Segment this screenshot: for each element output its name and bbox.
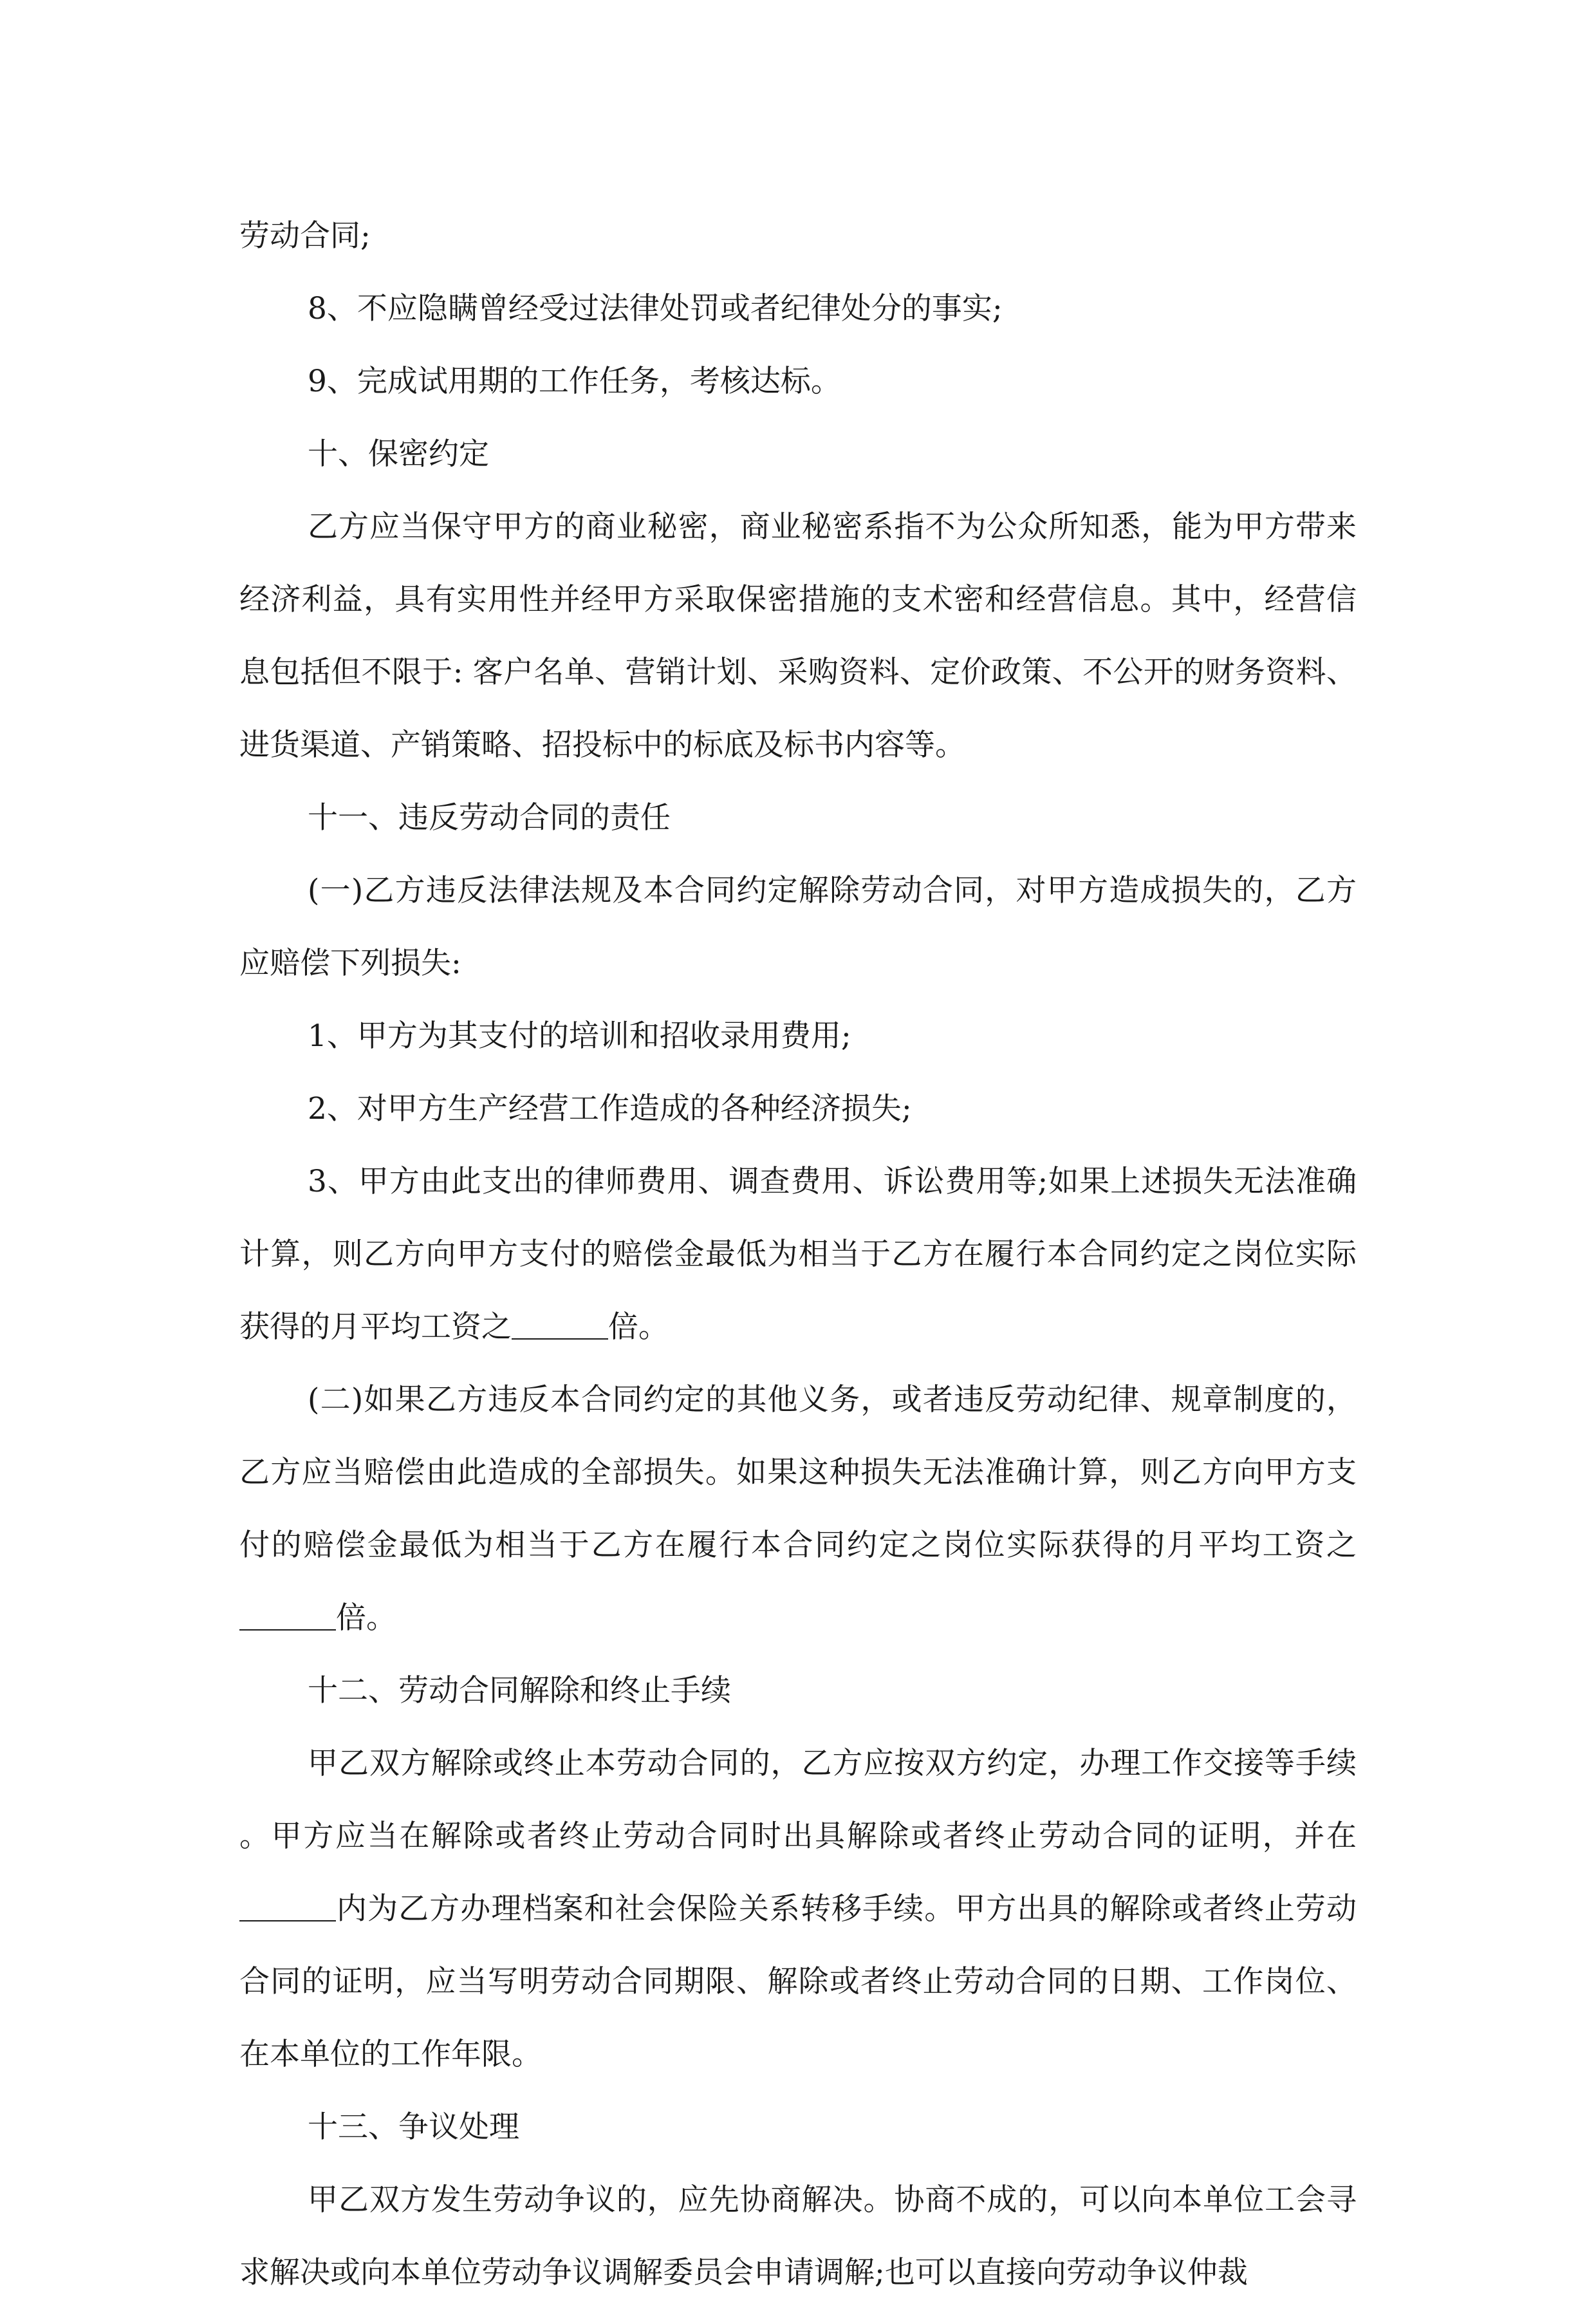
section-heading-11: 十一、违反劳动合同的责任 (308, 800, 671, 836)
liability-item-2: 2、对甲方生产经营工作造成的各种经济损失; (308, 1091, 912, 1126)
termination-paragraph (239, 1727, 1357, 2091)
document-body (239, 200, 1357, 2309)
liability-paragraph-1: (一)乙方违反法律法规及本合同约定解除劳动合同，对甲方造成损失的，乙方应赔偿下列损失: (239, 873, 1357, 981)
liability-item-3-tail: 倍。 (608, 1309, 669, 1345)
liability-paragraph-2-text: (二)如果乙方违反本合同约定的其他义务，或者违反劳动纪律、规章制度的，乙方应当赔偿由此造成的全部损失。如果这种损失无法准确计算，则乙方向甲方支付的赔偿金最低为相当于乙方在履行本合同约定之岗位实际获得的月平均工资之 (239, 1382, 1357, 1563)
liability-item-1: 1、甲方为其支付的培训和招收录用费用; (308, 1018, 851, 1054)
fill-in-blank (512, 1308, 608, 1340)
clause-item-9: 9、完成试用期的工作任务，考核达标。 (308, 364, 841, 399)
confidentiality-paragraph: 乙方应当保守甲方的商业秘密，商业秘密系指不为公众所知悉，能为甲方带来经济利益，具有实用性并经甲方采取保密措施的支术密和经营信息。其中，经营信息包括但不限于: 客户名单、营销计划、采购资料、定价政策、不公开的财务资料、进货渠道、产销策略、招投标中的标底及标书内容等。 (239, 509, 1357, 763)
section-heading-10: 十、保密约定 (308, 436, 489, 472)
section-heading-13: 十三、争议处理 (308, 2109, 519, 2145)
clause-item-8: 8、不应隐瞒曾经受过法律处罚或者纪律处分的事实; (308, 291, 1003, 326)
liability-paragraph-2-tail: 倍。 (336, 1600, 396, 1636)
termination-paragraph-text: 甲乙双方解除或终止本劳动合同的，乙方应按双方约定，办理工作交接等手续。甲方应当在解除或者终止劳动合同时出具解除或者终止劳动合同的证明，并在 (239, 1746, 1357, 1854)
dispute-paragraph: 甲乙双方发生劳动争议的，应先协商解决。协商不成的，可以向本单位工会寻求解决或向本单位劳动争议调解委员会申请调解;也可以直接向劳动争议仲裁 (239, 2182, 1357, 2290)
fill-in-blank (239, 1890, 336, 1921)
section-heading-12: 十二、劳动合同解除和终止手续 (308, 1673, 731, 1708)
liability-item-3-text: 3、甲方由此支出的律师费用、调查费用、诉讼费用等;如果上述损失无法准确计算，则乙方向甲方支付的赔偿金最低为相当于乙方在履行本合同约定之岗位实际获得的月平均工资之 (239, 1164, 1357, 1345)
liability-item-3 (239, 1145, 1357, 1363)
liability-paragraph-2 (239, 1363, 1357, 1654)
fill-in-blank (239, 1599, 336, 1631)
termination-paragraph-tail: 内为乙方办理档案和社会保险关系转移手续。甲方出具的解除或者终止劳动合同的证明，应当写明劳动合同期限、解除或者终止劳动合同的日期、工作岗位、在本单位的工作年限。 (239, 1891, 1357, 2072)
paragraph-continuation: 劳动合同; (239, 218, 371, 254)
